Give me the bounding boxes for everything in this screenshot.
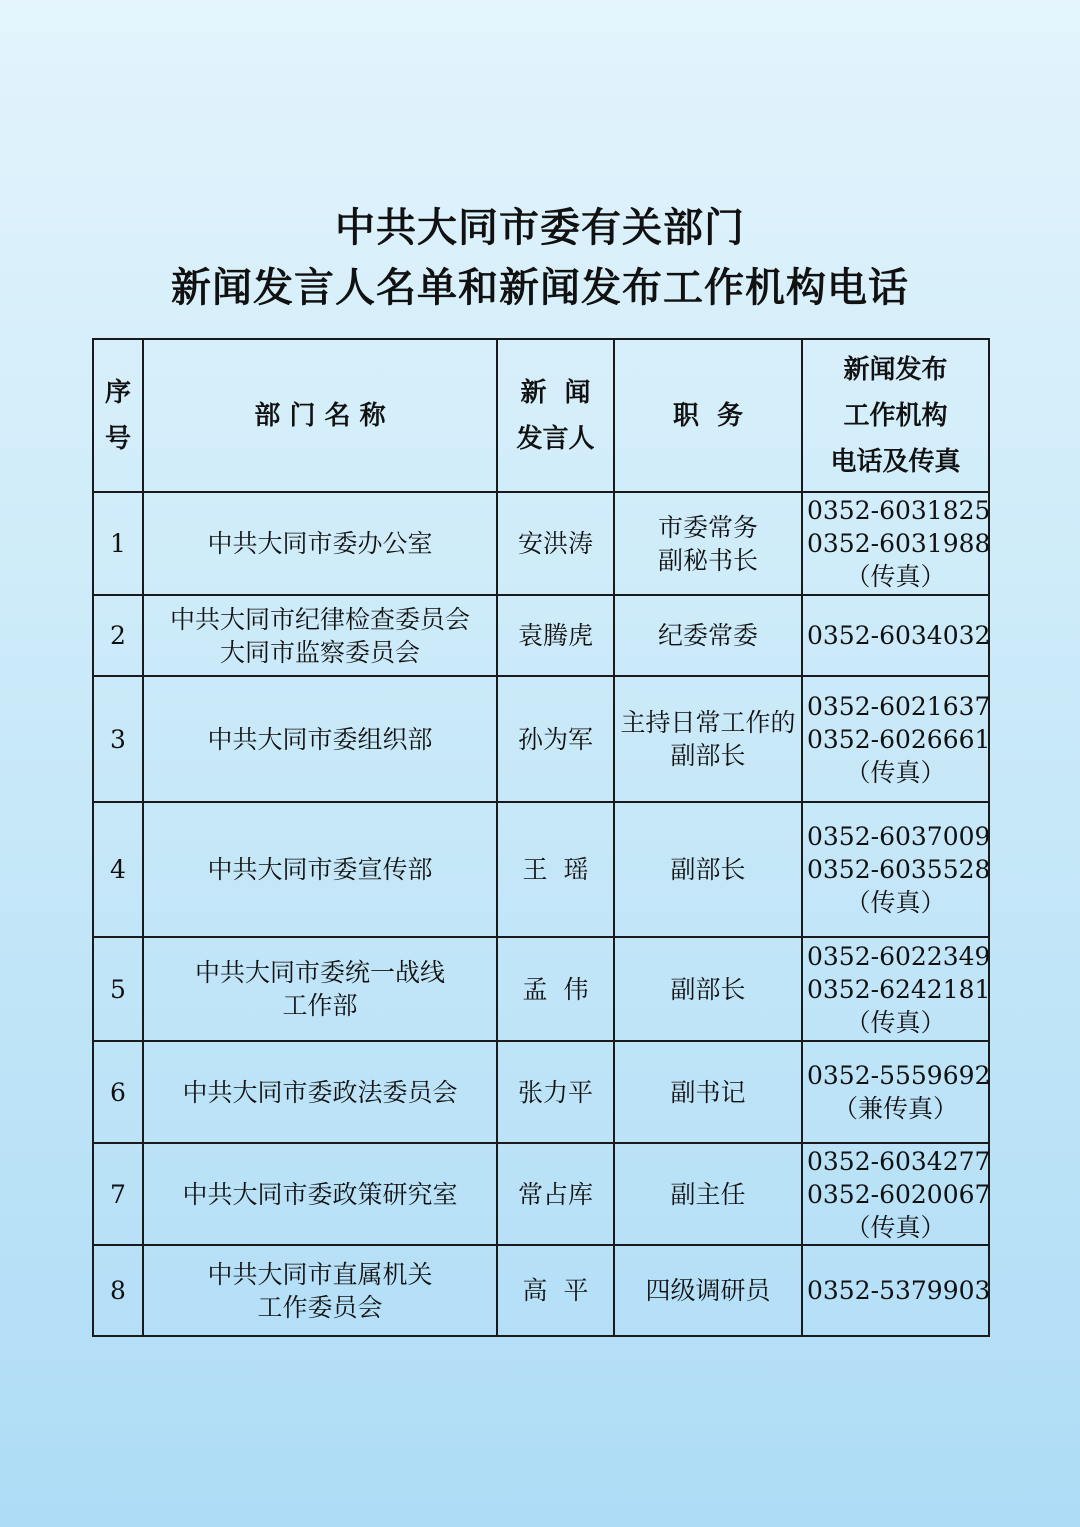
cell-spokesperson-line: 孙为军 bbox=[517, 724, 593, 754]
cell-phone-line: （兼传真） bbox=[832, 1094, 958, 1123]
cell-no-line: 5 bbox=[110, 974, 126, 1004]
header-position bbox=[614, 339, 802, 492]
cell-phone-line: （传真） bbox=[845, 562, 946, 591]
header-spokesperson-line: 发言人 bbox=[516, 423, 595, 454]
cell-phone bbox=[802, 1245, 989, 1336]
table-row bbox=[93, 492, 989, 595]
cell-no-line: 8 bbox=[110, 1276, 126, 1305]
cell-spokesperson-line: 袁腾虎 bbox=[517, 621, 593, 650]
cell-position bbox=[614, 1041, 802, 1143]
cell-phone bbox=[802, 937, 989, 1041]
cell-phone-line: 0352-6037009 bbox=[807, 822, 991, 851]
cell-spokesperson bbox=[497, 802, 614, 937]
cell-phone-line: 0352-6035528 bbox=[807, 855, 991, 884]
cell-dept bbox=[143, 676, 497, 802]
title-line-1: 中共大同市委有关部门 bbox=[335, 205, 745, 251]
document-title bbox=[0, 198, 1080, 318]
cell-no bbox=[93, 1041, 143, 1143]
cell-dept bbox=[143, 492, 497, 595]
cell-phone bbox=[802, 676, 989, 802]
cell-spokesperson bbox=[497, 1143, 614, 1245]
cell-position bbox=[614, 676, 802, 802]
cell-dept-line: 中共大同市委政策研究室 bbox=[182, 1179, 458, 1209]
cell-dept-line: 中共大同市纪律检查委员会 bbox=[169, 604, 470, 634]
cell-phone-line: 0352-5379903 bbox=[807, 1276, 991, 1305]
cell-dept-line: 中共大同市委统一战线 bbox=[194, 958, 445, 987]
cell-phone-line: 0352-6034277 bbox=[807, 1146, 991, 1176]
cell-phone bbox=[802, 595, 989, 676]
cell-no bbox=[93, 802, 143, 937]
cell-phone-line: （传真） bbox=[845, 888, 946, 917]
header-position-label: 职 务 bbox=[672, 400, 744, 431]
cell-spokesperson bbox=[497, 595, 614, 676]
table-row bbox=[93, 595, 989, 676]
header-no-line: 号 bbox=[104, 423, 131, 454]
cell-position bbox=[614, 492, 802, 595]
table-header-row bbox=[93, 339, 989, 492]
cell-spokesperson-line: 高 平 bbox=[522, 1276, 589, 1305]
cell-spokesperson bbox=[497, 676, 614, 802]
cell-phone bbox=[802, 1041, 989, 1143]
cell-no-line: 1 bbox=[110, 529, 126, 558]
cell-position-line: 副书记 bbox=[670, 1077, 746, 1107]
table-body bbox=[93, 492, 989, 1336]
cell-no-line: 4 bbox=[110, 855, 126, 884]
cell-no-line: 7 bbox=[110, 1179, 126, 1209]
cell-position bbox=[614, 1245, 802, 1336]
header-phone-line: 新闻发布 bbox=[843, 354, 948, 385]
cell-dept bbox=[143, 1041, 497, 1143]
cell-phone bbox=[802, 1143, 989, 1245]
cell-dept bbox=[143, 1143, 497, 1245]
header-spokesperson bbox=[497, 339, 614, 492]
cell-no-line: 6 bbox=[110, 1077, 126, 1107]
cell-no bbox=[93, 1143, 143, 1245]
cell-phone bbox=[802, 802, 989, 937]
cell-phone-line: 0352-6031825 bbox=[807, 496, 991, 525]
cell-spokesperson bbox=[497, 1245, 614, 1336]
header-dept-label: 部 门 名 称 bbox=[254, 400, 386, 431]
header-phone-line: 工作机构 bbox=[843, 400, 948, 431]
cell-position-line: 市委常务 bbox=[657, 512, 758, 542]
cell-phone-line: 0352-6031988 bbox=[807, 529, 991, 558]
cell-no-line: 3 bbox=[110, 724, 126, 754]
cell-phone-line: 0352-6242181 bbox=[807, 974, 991, 1004]
cell-dept-line: 中共大同市直属机关 bbox=[207, 1259, 433, 1289]
cell-phone-line: 0352-6020067 bbox=[807, 1179, 991, 1209]
spokesperson-table bbox=[92, 338, 990, 1337]
cell-spokesperson-line: 张力平 bbox=[517, 1077, 593, 1107]
table-row bbox=[93, 1041, 989, 1143]
cell-dept-line: 中共大同市委办公室 bbox=[207, 529, 433, 558]
cell-phone-line: 0352-6022349 bbox=[807, 941, 991, 971]
cell-position bbox=[614, 595, 802, 676]
cell-position-line: 四级调研员 bbox=[645, 1276, 771, 1305]
table-row bbox=[93, 937, 989, 1041]
table-row bbox=[93, 1245, 989, 1336]
cell-spokesperson bbox=[497, 492, 614, 595]
cell-position-line: 主持日常工作的 bbox=[620, 708, 796, 737]
cell-spokesperson bbox=[497, 1041, 614, 1143]
cell-dept bbox=[143, 802, 497, 937]
cell-no bbox=[93, 676, 143, 802]
cell-phone-line: （传真） bbox=[845, 757, 946, 787]
cell-no bbox=[93, 1245, 143, 1336]
cell-phone-line: （传真） bbox=[845, 1007, 946, 1037]
header-no bbox=[93, 339, 143, 492]
cell-phone-line: 0352-6026661 bbox=[807, 724, 991, 754]
cell-position bbox=[614, 1143, 802, 1245]
cell-dept-line: 大同市监察委员会 bbox=[219, 637, 420, 667]
header-no-line: 序 bbox=[104, 377, 131, 408]
cell-dept-line: 工作部 bbox=[282, 991, 358, 1020]
cell-spokesperson-line: 安洪涛 bbox=[517, 529, 593, 558]
header-spokesperson-line: 新 闻 bbox=[520, 377, 591, 408]
cell-dept-line: 中共大同市委政法委员会 bbox=[182, 1077, 458, 1107]
cell-dept bbox=[143, 937, 497, 1041]
table-row bbox=[93, 802, 989, 937]
table-row bbox=[93, 1143, 989, 1245]
cell-no bbox=[93, 595, 143, 676]
cell-phone-line: 0352-6034032 bbox=[807, 621, 991, 650]
cell-dept-line: 中共大同市委宣传部 bbox=[207, 855, 433, 884]
header-phone-line: 电话及传真 bbox=[830, 446, 961, 477]
header-phone bbox=[802, 339, 989, 492]
cell-position bbox=[614, 802, 802, 937]
cell-position-line: 副秘书长 bbox=[657, 545, 758, 575]
cell-spokesperson-line: 王 瑶 bbox=[522, 855, 589, 884]
cell-phone-line: 0352-6021637 bbox=[807, 691, 991, 721]
cell-spokesperson bbox=[497, 937, 614, 1041]
cell-position-line: 纪委常委 bbox=[657, 621, 758, 650]
cell-phone-line: （传真） bbox=[845, 1212, 946, 1242]
cell-dept bbox=[143, 1245, 497, 1336]
cell-spokesperson-line: 孟 伟 bbox=[522, 974, 589, 1004]
table-row bbox=[93, 676, 989, 802]
cell-phone bbox=[802, 492, 989, 595]
cell-position-line: 副主任 bbox=[670, 1179, 746, 1209]
cell-position-line: 副部长 bbox=[670, 974, 746, 1004]
cell-position-line: 副部长 bbox=[670, 855, 746, 884]
cell-dept bbox=[143, 595, 497, 676]
cell-dept-line: 工作委员会 bbox=[257, 1292, 383, 1322]
cell-position-line: 副部长 bbox=[670, 741, 746, 770]
cell-spokesperson-line: 常占库 bbox=[517, 1179, 593, 1209]
cell-phone-line: 0352-5559692 bbox=[807, 1061, 991, 1090]
cell-no bbox=[93, 492, 143, 595]
header-dept bbox=[143, 339, 497, 492]
cell-dept-line: 中共大同市委组织部 bbox=[207, 724, 433, 754]
cell-no bbox=[93, 937, 143, 1041]
cell-no-line: 2 bbox=[110, 621, 126, 650]
cell-position bbox=[614, 937, 802, 1041]
title-line-2: 新闻发言人名单和新闻发布工作机构电话 bbox=[171, 265, 909, 311]
